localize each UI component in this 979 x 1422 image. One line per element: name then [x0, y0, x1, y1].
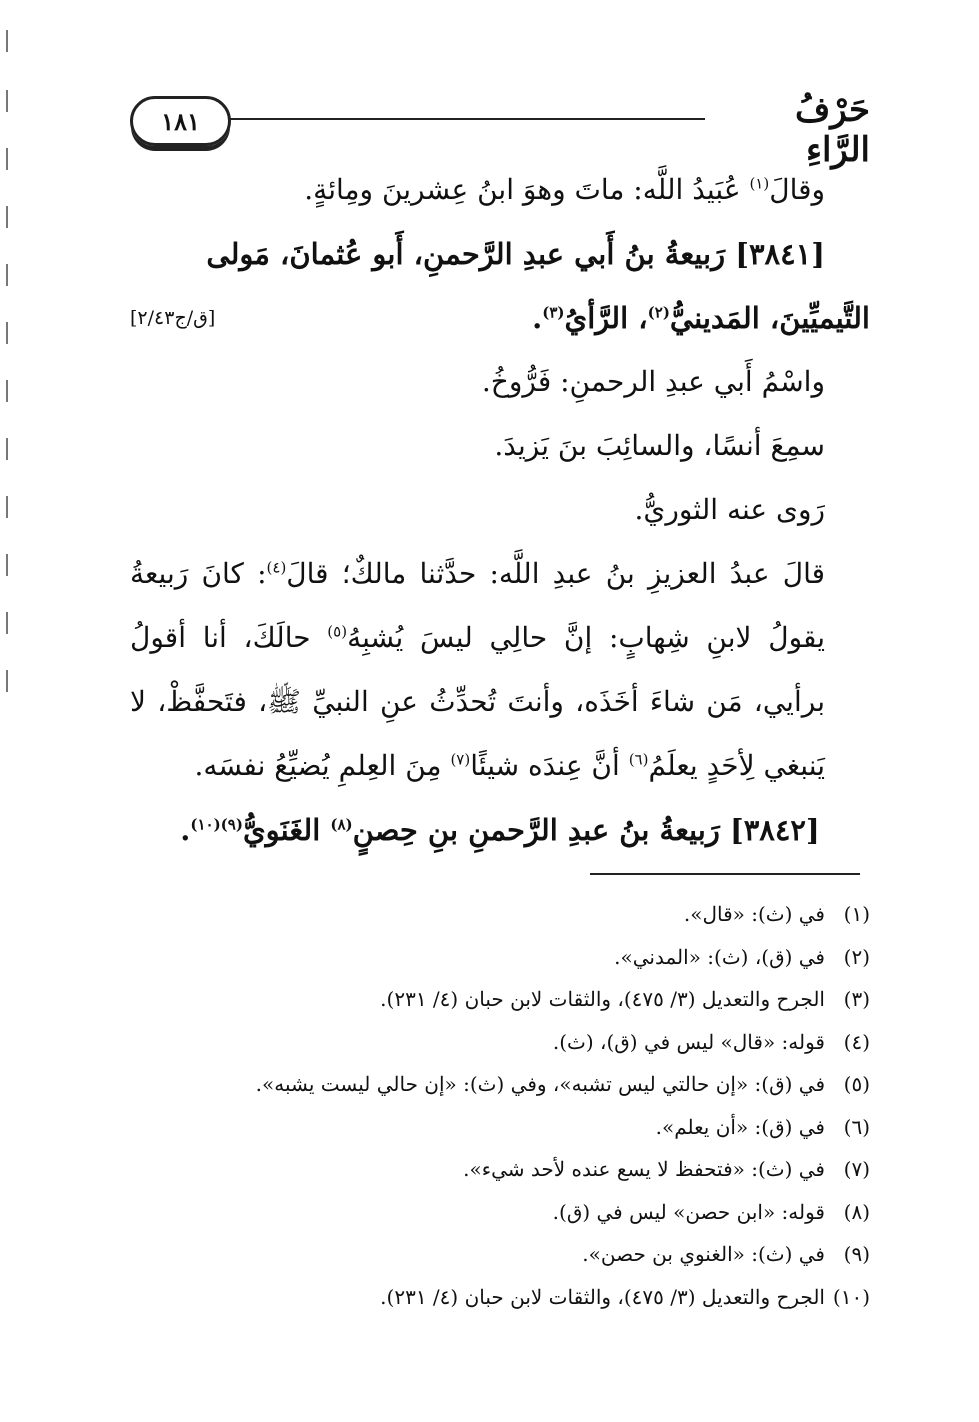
footnote-ref: (٩)(١٠)	[190, 815, 243, 834]
page-header	[120, 90, 880, 170]
footnote: (١) في (ث): «قال».	[683, 902, 870, 926]
running-title: حَرْفُ الرَّاءِ	[794, 90, 870, 170]
footnote: (٥) في (ق): «إن حالتي ليس تشبه»، وفي (ث): «إن حالي ليست يشبه».	[255, 1072, 870, 1096]
footnote-ref: (٧)	[450, 750, 471, 769]
footnote-ref: (٤)	[266, 558, 287, 577]
page-number-badge	[130, 96, 231, 146]
footnote-separator	[590, 873, 860, 875]
footnote-ref: (٨)	[330, 815, 353, 834]
footnote: (٤) قوله: «قال» ليس في (ق)، (ث).	[552, 1029, 870, 1054]
entry-heading-3842: [٣٨٤٢] رَبيعةُ بنُ عبدِ الرَّحمنِ بنِ حِصنٍ$^{(٨)}$ الغَنَويُّ$^{(٩)(١٠)}$.	[180, 813, 820, 847]
narration-paragraph: قالَ عبدُ العزيزِ بنُ عبدِ اللَّه: حدَّثنا مالكٌ؛ قالَ$^{(٤)}$: كانَ رَبيعةُ يقولُ لابنِ شِهابٍ: إنَّ حالِي ليسَ يُشبِهُ$^{(٥)}$ حالَكَ، أنا أقولُ برأيي، مَن شاءَ أخَذَه، وأنتَ تُحدِّثُ عنِ النبيِّ ﷺ، فتَحفَّظْ، لا يَنبغي لِأحَدٍ يعلَمُ$^{(٦)}$ أنَّ عِندَه شيئًا$^{(٧)}$ مِنَ العِلمِ يُضيِّعُ نفسَه.	[130, 557, 825, 782]
manuscript-reference: [ق/ج٢/٤٣]	[130, 307, 216, 329]
footnote-ref: (٢)	[647, 303, 670, 322]
page-edge-marks	[6, 30, 12, 730]
entry-heading-3841-continued: التَّيميِّينَ، المَدينيُّ$^{(٢)}$، الرَّأيُ$^{(٣)}$.	[532, 301, 870, 335]
header-rule	[230, 118, 705, 120]
page-number: ١٨١	[161, 106, 200, 136]
footnote: (٧) في (ث): «فتحفظ لا يسع عنده لأحد شيء».	[463, 1157, 870, 1181]
footnote: (٨) قوله: «ابن حصن» ليس في (ق).	[552, 1199, 870, 1224]
footnote: (٣) الجرح والتعديل (٣/ ٤٧٥)، والثقات لابن حبان (٤/ ٢٣١).	[380, 987, 870, 1011]
footnote-ref: (٣)	[542, 303, 565, 322]
footnote: (٢) في (ق)، (ث): «المدني».	[614, 944, 870, 969]
main-text	[130, 158, 870, 862]
footnote: (٦) في (ق): «أن يعلم».	[655, 1114, 870, 1139]
footnote-ref: (٦)	[628, 750, 649, 769]
footnotes	[255, 893, 870, 1318]
text-line: واسْمُ أَبي عبدِ الرحمنِ: فَرُّوخُ.	[481, 365, 825, 398]
entry-heading-3841: [٣٨٤١] رَبيعةُ بنُ أَبي عبدِ الرَّحمنِ، أَبو عُثمانَ، مَولى [ق/ج٢/٤٣]	[130, 222, 870, 286]
footnote: (٩) في (ث): «الغنوي بن حصن».	[582, 1242, 870, 1266]
footnote-ref: (٥)	[327, 622, 348, 641]
text-line: وقالَ$^{(١)}$ عُبَيدُ اللَّه: ماتَ وهوَ ابنُ عِشرينَ ومِائةٍ.	[304, 173, 825, 206]
footnote: (١٠) الجرح والتعديل (٣/ ٤٧٥)، والثقات لابن حبان (٤/ ٢٣١).	[380, 1284, 870, 1309]
text-line: رَوى عنه الثوريُّ.	[634, 493, 825, 526]
footnote-ref: (١)	[749, 174, 770, 193]
text-line: سمِعَ أنسًا، والسائِبَ بنَ يَزيدَ.	[494, 429, 825, 462]
